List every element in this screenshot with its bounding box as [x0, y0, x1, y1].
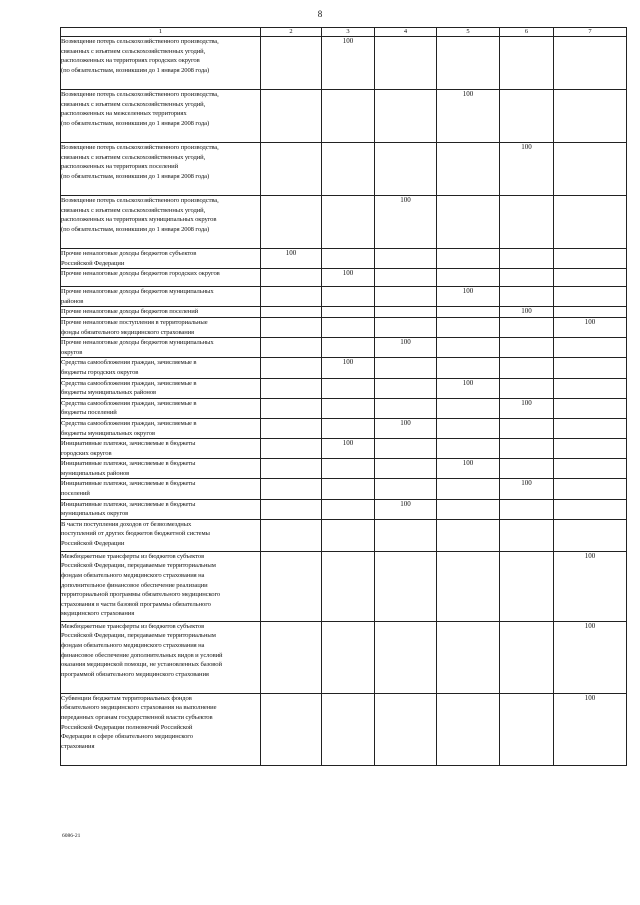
percent-cell-col-2 — [261, 358, 322, 378]
column-number-7: 7 — [554, 28, 627, 37]
percent-cell-col-7 — [554, 439, 627, 459]
column-number-4: 4 — [375, 28, 437, 37]
percent-cell-col-5 — [437, 621, 500, 693]
percent-cell-col-7 — [554, 287, 627, 307]
percent-cell-col-7 — [554, 378, 627, 398]
label-line: Прочие неналоговые поступления в территориальные — [61, 318, 208, 326]
column-number-row — [61, 28, 627, 37]
percent-cell-col-2 — [261, 439, 322, 459]
percent-cell-col-4 — [375, 307, 437, 318]
label-line: Возмещение потерь сельскохозяйственного производства, — [61, 144, 219, 151]
percent-cell-col-6 — [500, 418, 554, 438]
label-line: Возмещение потерь сельскохозяйственного производства, — [61, 91, 219, 98]
label-line: переданных органам государственной власти субъектов — [61, 714, 213, 722]
percent-cell-col-2 — [261, 551, 322, 621]
label-line: расположенных на территориях городских округов — [61, 57, 200, 65]
label-line: Федерации в сфере обязательного медицинского — [61, 733, 193, 741]
table-row — [61, 287, 627, 307]
table-row — [61, 459, 627, 479]
label-line: страхования — [61, 742, 95, 750]
revenue-type-label — [61, 439, 261, 459]
percent-cell-col-2 — [261, 90, 322, 143]
percent-cell-col-4: 100 — [375, 196, 437, 249]
table-row — [61, 378, 627, 398]
percent-cell-col-5: 100 — [437, 90, 500, 143]
label-line: поступлений от других бюджетов бюджетной системы — [61, 530, 210, 538]
label-line: Инициативные платежи, зачисляемые в бюджеты — [61, 460, 196, 468]
percent-cell-col-7 — [554, 307, 627, 318]
percent-cell-col-6 — [500, 269, 554, 287]
percent-cell-col-7: 100 — [554, 551, 627, 621]
percent-cell-col-3: 100 — [322, 439, 375, 459]
percent-cell-col-2: 100 — [261, 249, 322, 269]
percent-cell-col-5 — [437, 307, 500, 318]
label-line: Средства самообложения граждан, зачисляемые в — [61, 419, 197, 427]
percent-cell-col-4 — [375, 90, 437, 143]
percent-cell-col-6 — [500, 693, 554, 765]
percent-cell-col-7 — [554, 479, 627, 499]
percent-cell-col-6 — [500, 196, 554, 249]
percent-cell-col-3 — [322, 338, 375, 358]
revenue-type-label — [61, 338, 261, 358]
page-number: 8 — [317, 9, 323, 19]
label-line: страхования в части базовой программы обязательного — [61, 600, 211, 608]
percent-cell-col-6 — [500, 338, 554, 358]
revenue-type-label — [61, 269, 261, 287]
label-line: (по обязательствам, возникшим до 1 января 2008 года) — [61, 119, 210, 127]
percent-cell-col-4 — [375, 358, 437, 378]
label-line: расположенных на территориях муниципальных округов — [61, 216, 217, 224]
label-line: связанных с изъятием сельскохозяйственных угодий, — [61, 100, 206, 108]
table-row — [61, 196, 627, 249]
table-row — [61, 249, 627, 269]
percent-cell-col-6 — [500, 439, 554, 459]
column-number-2: 2 — [261, 28, 322, 37]
percent-cell-col-3: 100 — [322, 37, 375, 90]
table-row — [61, 37, 627, 90]
percent-cell-col-4 — [375, 693, 437, 765]
percent-cell-col-5: 100 — [437, 287, 500, 307]
percent-cell-col-5 — [437, 249, 500, 269]
percent-cell-col-4 — [375, 249, 437, 269]
percent-cell-col-6: 100 — [500, 307, 554, 318]
percent-cell-col-3 — [322, 287, 375, 307]
percent-cell-col-6 — [500, 249, 554, 269]
label-line: Средства самообложения граждан, зачисляемые в — [61, 399, 197, 407]
revenue-distribution-table — [60, 27, 627, 766]
table-row — [61, 439, 627, 459]
revenue-type-label — [61, 249, 261, 269]
percent-cell-col-6 — [500, 37, 554, 90]
percent-cell-col-6 — [500, 90, 554, 143]
percent-cell-col-4 — [375, 479, 437, 499]
label-line: муниципальных округов — [61, 510, 129, 518]
percent-cell-col-7 — [554, 143, 627, 196]
label-line: медицинского страхования — [61, 610, 135, 618]
table-row — [61, 90, 627, 143]
percent-cell-col-5 — [437, 196, 500, 249]
percent-cell-col-5 — [437, 439, 500, 459]
percent-cell-col-3: 100 — [322, 269, 375, 287]
label-line: дополнительное финансовое обеспечение реализации — [61, 581, 208, 589]
revenue-type-label — [61, 499, 261, 519]
percent-cell-col-4 — [375, 621, 437, 693]
label-line: фондам обязательного медицинского страхования на — [61, 642, 205, 650]
label-line: программой обязательного медицинского страхования — [61, 670, 209, 678]
percent-cell-col-7 — [554, 37, 627, 90]
label-line: территориальной программы обязательного медицинского — [61, 591, 221, 599]
percent-cell-col-4 — [375, 287, 437, 307]
label-line: связанных с изъятием сельскохозяйственных угодий, — [61, 153, 206, 161]
percent-cell-col-5: 100 — [437, 378, 500, 398]
percent-cell-col-2 — [261, 287, 322, 307]
percent-cell-col-7 — [554, 418, 627, 438]
label-line: (по обязательствам, возникшим до 1 января 2008 года) — [61, 172, 210, 180]
table-row — [61, 621, 627, 693]
percent-cell-col-5 — [437, 693, 500, 765]
table-row — [61, 317, 627, 337]
percent-cell-col-4: 100 — [375, 418, 437, 438]
label-line: фондам обязательного медицинского страхования на — [61, 572, 205, 580]
table-row — [61, 693, 627, 765]
label-line: расположенных на межселенных территориях — [61, 110, 187, 118]
column-number-3: 3 — [322, 28, 375, 37]
label-line: поселений — [61, 490, 90, 498]
revenue-type-label — [61, 519, 261, 551]
label-line: Российской Федерации — [61, 259, 125, 267]
percent-cell-col-3 — [322, 196, 375, 249]
percent-cell-col-3 — [322, 307, 375, 318]
label-line: Инициативные платежи, зачисляемые в бюджеты — [61, 500, 196, 508]
revenue-type-label — [61, 37, 261, 90]
label-line: оказания медицинской помощи, не установленных базовой — [61, 661, 222, 669]
percent-cell-col-6 — [500, 378, 554, 398]
label-line: расположенных на территориях поселений — [61, 163, 178, 171]
percent-cell-col-5 — [437, 358, 500, 378]
percent-cell-col-5: 100 — [437, 459, 500, 479]
percent-cell-col-5 — [437, 317, 500, 337]
percent-cell-col-5 — [437, 37, 500, 90]
percent-cell-col-5 — [437, 479, 500, 499]
percent-cell-col-7 — [554, 90, 627, 143]
label-line: связанных с изъятием сельскохозяйственных угодий, — [61, 47, 206, 55]
label-line: Межбюджетные трансферты из бюджетов субъектов — [61, 552, 205, 560]
table-row — [61, 358, 627, 378]
label-line: Российской Федерации, передаваемые территориальным — [61, 632, 216, 640]
percent-cell-col-3 — [322, 459, 375, 479]
percent-cell-col-2 — [261, 398, 322, 418]
table-row — [61, 269, 627, 287]
percent-cell-col-7 — [554, 196, 627, 249]
percent-cell-col-4 — [375, 143, 437, 196]
percent-cell-col-2 — [261, 338, 322, 358]
percent-cell-col-6: 100 — [500, 398, 554, 418]
label-line: В части поступления доходов от безвозмездных — [61, 520, 192, 528]
document-code: 6086-21 — [62, 833, 81, 839]
percent-cell-col-4 — [375, 398, 437, 418]
percent-cell-col-7 — [554, 459, 627, 479]
percent-cell-col-7: 100 — [554, 621, 627, 693]
label-line: Возмещение потерь сельскохозяйственного производства, — [61, 38, 219, 45]
table-row — [61, 338, 627, 358]
percent-cell-col-2 — [261, 307, 322, 318]
percent-cell-col-4 — [375, 378, 437, 398]
label-line: Российской Федерации, передаваемые территориальным — [61, 562, 216, 570]
revenue-type-label — [61, 307, 261, 318]
revenue-type-label — [61, 317, 261, 337]
percent-cell-col-4 — [375, 37, 437, 90]
label-line: районов — [61, 297, 84, 305]
percent-cell-col-2 — [261, 317, 322, 337]
percent-cell-col-2 — [261, 459, 322, 479]
revenue-type-label — [61, 378, 261, 398]
percent-cell-col-4: 100 — [375, 338, 437, 358]
percent-cell-col-3 — [322, 551, 375, 621]
label-line: Прочие неналоговые доходы бюджетов субъектов — [61, 250, 197, 257]
percent-cell-col-3 — [322, 418, 375, 438]
percent-cell-col-3 — [322, 378, 375, 398]
percent-cell-col-7 — [554, 338, 627, 358]
label-line: обязательного медицинского страхования на выполнение — [61, 704, 217, 712]
percent-cell-col-6 — [500, 499, 554, 519]
revenue-type-label — [61, 196, 261, 249]
label-line: (по обязательствам, возникшим до 1 января 2008 года) — [61, 66, 210, 74]
revenue-type-label — [61, 551, 261, 621]
revenue-type-label — [61, 358, 261, 378]
label-line: Прочие неналоговые доходы бюджетов городских округов — [61, 270, 220, 278]
label-line: Прочие неналоговые доходы бюджетов поселений — [61, 308, 199, 316]
label-line: фонды обязательного медицинского страхования — [61, 328, 194, 336]
label-line: Инициативные платежи, зачисляемые в бюджеты — [61, 440, 196, 448]
percent-cell-col-6 — [500, 358, 554, 378]
label-line: округов — [61, 348, 83, 356]
label-line: Российской Федерации — [61, 540, 125, 548]
revenue-type-label — [61, 479, 261, 499]
percent-cell-col-4 — [375, 439, 437, 459]
percent-cell-col-3 — [322, 693, 375, 765]
percent-cell-col-7: 100 — [554, 317, 627, 337]
percent-cell-col-4 — [375, 269, 437, 287]
percent-cell-col-5 — [437, 398, 500, 418]
percent-cell-col-7 — [554, 249, 627, 269]
revenue-type-label — [61, 90, 261, 143]
percent-cell-col-7 — [554, 269, 627, 287]
percent-cell-col-2 — [261, 269, 322, 287]
percent-cell-col-3 — [322, 143, 375, 196]
percent-cell-col-7: 100 — [554, 693, 627, 765]
percent-cell-col-3 — [322, 621, 375, 693]
revenue-type-label — [61, 287, 261, 307]
label-line: Средства самообложения граждан, зачисляемые в — [61, 379, 197, 387]
percent-cell-col-6 — [500, 551, 554, 621]
percent-cell-col-2 — [261, 519, 322, 551]
percent-cell-col-4 — [375, 551, 437, 621]
table-row — [61, 551, 627, 621]
table-row — [61, 499, 627, 519]
percent-cell-col-2 — [261, 378, 322, 398]
revenue-type-label — [61, 398, 261, 418]
percent-cell-col-2 — [261, 143, 322, 196]
label-line: Возмещение потерь сельскохозяйственного производства, — [61, 197, 219, 204]
table-row — [61, 143, 627, 196]
label-line: Средства самообложения граждан, зачисляемые в — [61, 359, 197, 367]
revenue-type-label — [61, 143, 261, 196]
label-line: городских округов — [61, 449, 112, 457]
label-line: бюджеты муниципальных районов — [61, 389, 157, 397]
label-line: Российской Федерации полномочий Российской — [61, 723, 193, 731]
label-line: Прочие неналоговые доходы бюджетов муниципальных — [61, 339, 214, 347]
label-line: связанных с изъятием сельскохозяйственных угодий, — [61, 206, 206, 214]
table-row — [61, 519, 627, 551]
percent-cell-col-4 — [375, 519, 437, 551]
percent-cell-col-3 — [322, 249, 375, 269]
percent-cell-col-5 — [437, 418, 500, 438]
percent-cell-col-2 — [261, 37, 322, 90]
percent-cell-col-5 — [437, 519, 500, 551]
percent-cell-col-4 — [375, 317, 437, 337]
percent-cell-col-6: 100 — [500, 479, 554, 499]
percent-cell-col-3 — [322, 519, 375, 551]
percent-cell-col-2 — [261, 499, 322, 519]
percent-cell-col-4 — [375, 459, 437, 479]
percent-cell-col-3: 100 — [322, 358, 375, 378]
percent-cell-col-7 — [554, 519, 627, 551]
column-number-1: 1 — [61, 28, 261, 37]
percent-cell-col-6 — [500, 519, 554, 551]
percent-cell-col-3 — [322, 479, 375, 499]
revenue-type-label — [61, 459, 261, 479]
percent-cell-col-7 — [554, 358, 627, 378]
percent-cell-col-3 — [322, 499, 375, 519]
percent-cell-col-4: 100 — [375, 499, 437, 519]
percent-cell-col-5 — [437, 551, 500, 621]
revenue-type-label — [61, 693, 261, 765]
table-row — [61, 479, 627, 499]
label-line: финансовое обеспечение дополнительных видов и условий — [61, 651, 223, 659]
percent-cell-col-5 — [437, 338, 500, 358]
percent-cell-col-6 — [500, 317, 554, 337]
percent-cell-col-3 — [322, 398, 375, 418]
percent-cell-col-3 — [322, 317, 375, 337]
percent-cell-col-5 — [437, 143, 500, 196]
percent-cell-col-2 — [261, 418, 322, 438]
table-row — [61, 418, 627, 438]
label-line: муниципальных районов — [61, 469, 130, 477]
percent-cell-col-6 — [500, 287, 554, 307]
table-row — [61, 398, 627, 418]
label-line: бюджеты городских округов — [61, 368, 139, 376]
table-row — [61, 307, 627, 318]
percent-cell-col-3 — [322, 90, 375, 143]
percent-cell-col-5 — [437, 269, 500, 287]
column-number-6: 6 — [500, 28, 554, 37]
revenue-type-label — [61, 621, 261, 693]
percent-cell-col-6 — [500, 459, 554, 479]
label-line: Прочие неналоговые доходы бюджетов муниципальных — [61, 288, 214, 296]
percent-cell-col-2 — [261, 479, 322, 499]
label-line: Межбюджетные трансферты из бюджетов субъектов — [61, 622, 205, 630]
percent-cell-col-7 — [554, 499, 627, 519]
percent-cell-col-6: 100 — [500, 143, 554, 196]
percent-cell-col-7 — [554, 398, 627, 418]
percent-cell-col-2 — [261, 196, 322, 249]
revenue-type-label — [61, 418, 261, 438]
label-line: бюджеты муниципальных округов — [61, 429, 156, 437]
percent-cell-col-2 — [261, 693, 322, 765]
label-line: Субвенции бюджетам территориальных фондов — [61, 694, 192, 702]
percent-cell-col-5 — [437, 499, 500, 519]
label-line: бюджеты поселений — [61, 409, 117, 417]
percent-cell-col-2 — [261, 621, 322, 693]
column-number-5: 5 — [437, 28, 500, 37]
percent-cell-col-6 — [500, 621, 554, 693]
label-line: (по обязательствам, возникшим до 1 января 2008 года) — [61, 225, 210, 233]
label-line: Инициативные платежи, зачисляемые в бюджеты — [61, 480, 196, 488]
